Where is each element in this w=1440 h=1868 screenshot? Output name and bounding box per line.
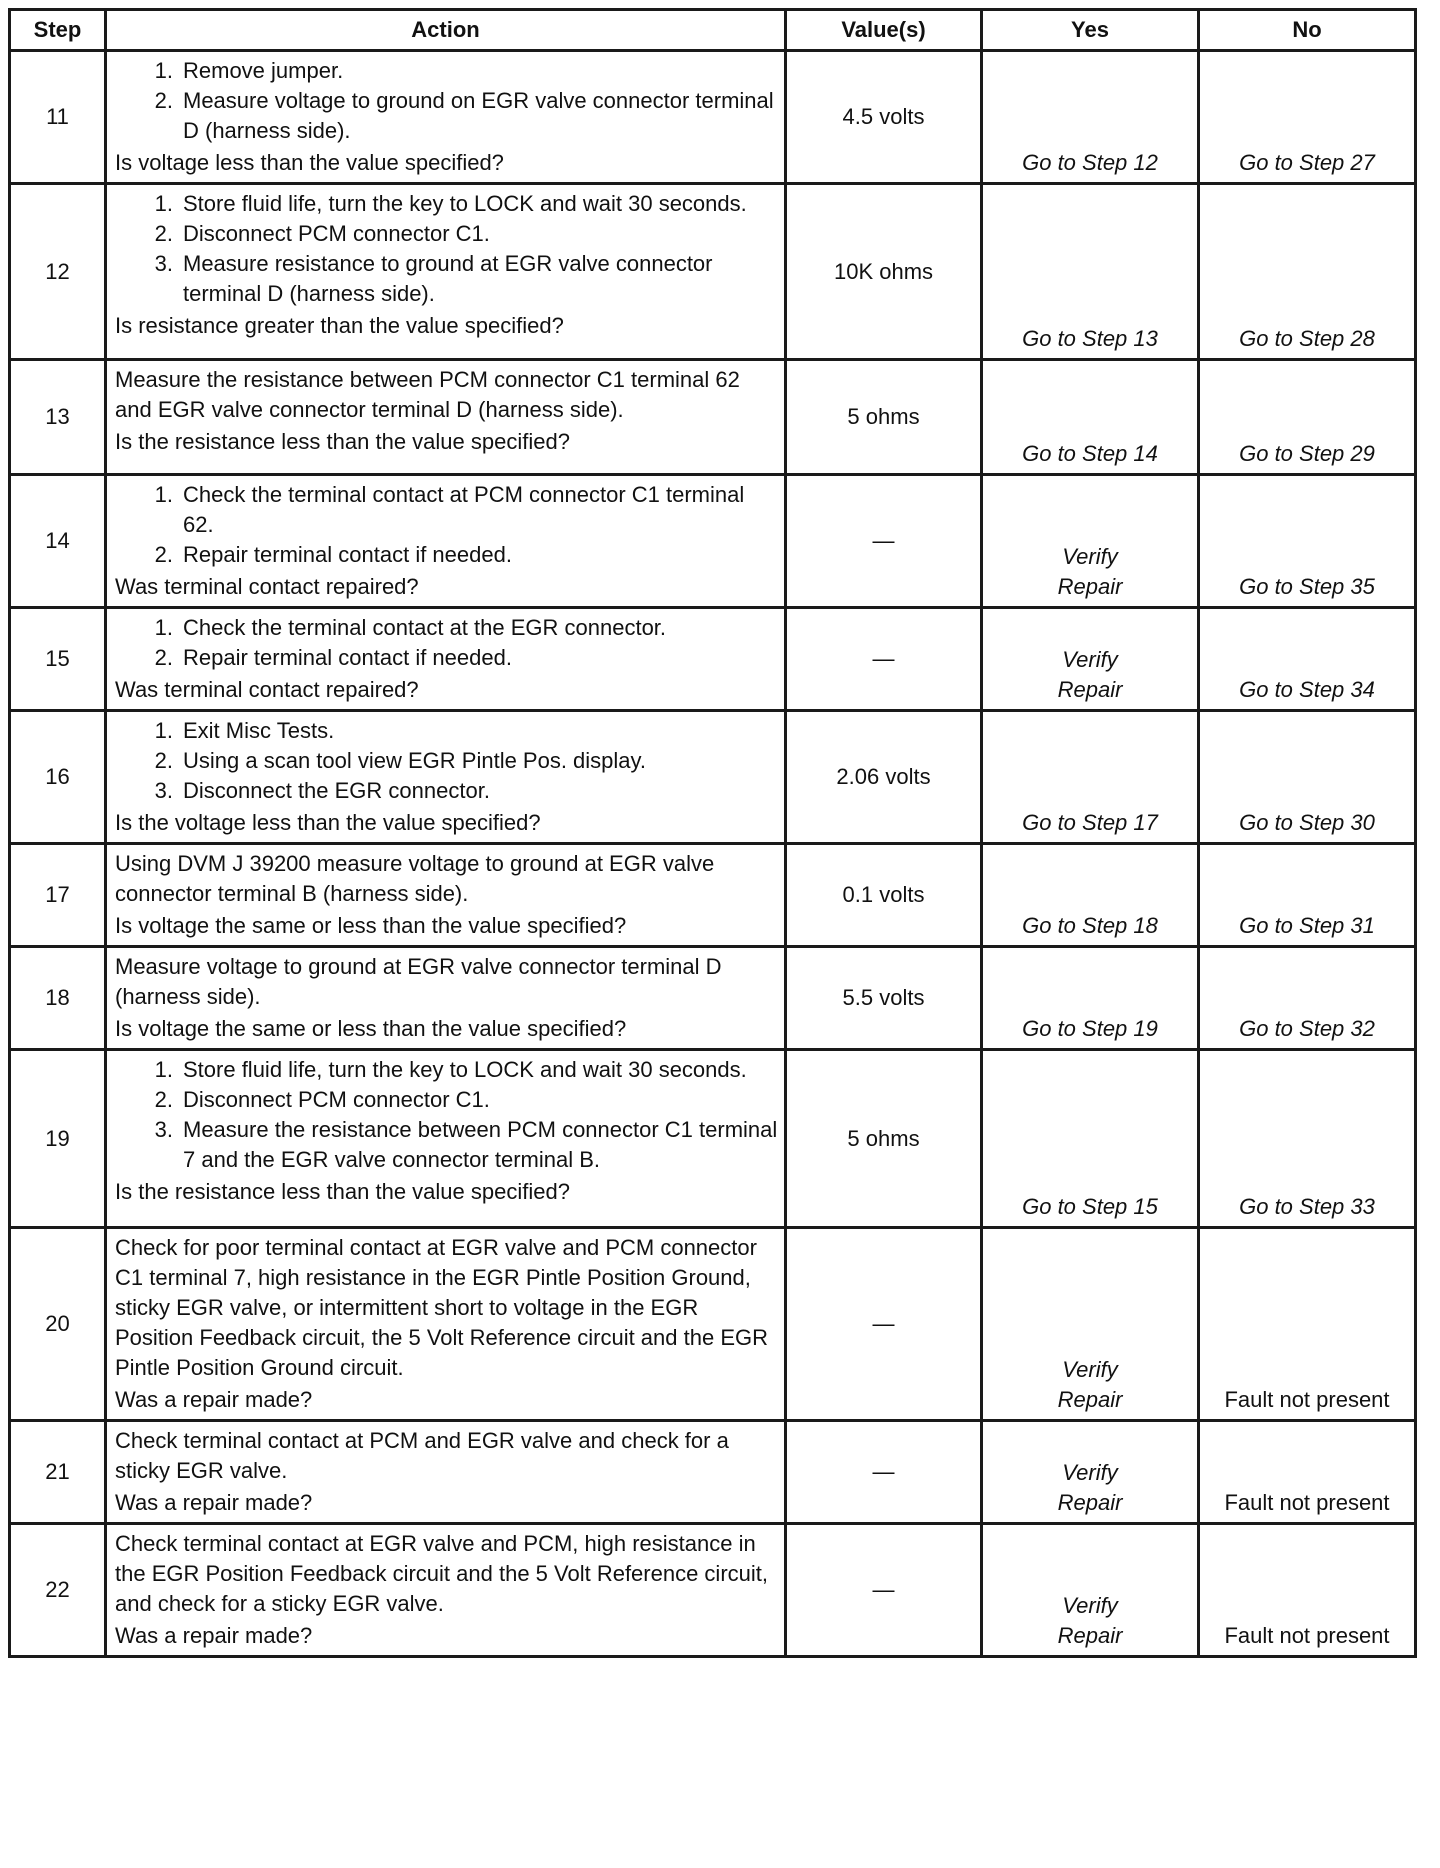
substep-text: Check the terminal contact at PCM connector C1 terminal 62. bbox=[183, 482, 745, 537]
action-substep bbox=[115, 1055, 778, 1085]
table-row bbox=[10, 475, 1416, 608]
action-substep bbox=[115, 219, 778, 249]
yes-cell bbox=[982, 711, 1199, 844]
no-cell bbox=[1199, 475, 1416, 608]
substep-text: Disconnect PCM connector C1. bbox=[183, 1087, 490, 1112]
no-cell bbox=[1199, 1524, 1416, 1657]
value-cell: 5 ohms bbox=[786, 360, 982, 475]
substep-number: 2. bbox=[154, 748, 173, 773]
no-outcome: Go to Step 29 bbox=[1239, 441, 1375, 466]
substep-number: 3. bbox=[154, 1117, 173, 1142]
substep-text: Exit Misc Tests. bbox=[183, 718, 335, 743]
header-values: Value(s) bbox=[786, 10, 982, 51]
table-row bbox=[10, 1228, 1416, 1421]
value-cell: — bbox=[786, 1524, 982, 1657]
step-number: 18 bbox=[10, 947, 106, 1050]
yes-cell bbox=[982, 844, 1199, 947]
substep-number: 1. bbox=[154, 482, 173, 507]
header-action: Action bbox=[106, 10, 786, 51]
action-question: Is the resistance less than the value specified? bbox=[115, 1179, 570, 1204]
yes-outcome bbox=[983, 1591, 1197, 1651]
action-cell bbox=[106, 711, 786, 844]
substep-number: 2. bbox=[154, 221, 173, 246]
substep-text: Disconnect the EGR connector. bbox=[183, 778, 490, 803]
action-cell bbox=[106, 475, 786, 608]
value-cell: 4.5 volts bbox=[786, 51, 982, 184]
no-cell bbox=[1199, 711, 1416, 844]
no-outcome: Go to Step 30 bbox=[1239, 810, 1375, 835]
action-cell bbox=[106, 184, 786, 360]
value-cell: — bbox=[786, 1421, 982, 1524]
action-cell bbox=[106, 844, 786, 947]
substep-number: 1. bbox=[154, 615, 173, 640]
yes-line: Verify bbox=[1062, 647, 1118, 672]
yes-line: Verify bbox=[1062, 1593, 1118, 1618]
yes-line: Repair bbox=[1057, 1490, 1123, 1515]
yes-cell bbox=[982, 51, 1199, 184]
yes-cell bbox=[982, 1228, 1199, 1421]
substep-number: 1. bbox=[154, 58, 173, 83]
table-body bbox=[10, 51, 1416, 1657]
table-row bbox=[10, 1421, 1416, 1524]
yes-cell bbox=[982, 184, 1199, 360]
yes-line: Repair bbox=[1057, 677, 1123, 702]
yes-outcome bbox=[983, 542, 1197, 602]
yes-outcome: Go to Step 12 bbox=[1022, 150, 1158, 175]
table-row bbox=[10, 184, 1416, 360]
table-row bbox=[10, 360, 1416, 475]
header-yes: Yes bbox=[982, 10, 1199, 51]
action-question: Is resistance greater than the value specified? bbox=[115, 313, 564, 338]
yes-line: Repair bbox=[1057, 1387, 1123, 1412]
no-cell bbox=[1199, 608, 1416, 711]
yes-cell bbox=[982, 1421, 1199, 1524]
substep-text: Measure resistance to ground at EGR valve connector terminal D (harness side). bbox=[183, 251, 713, 306]
substep-text: Check the terminal contact at the EGR connector. bbox=[183, 615, 667, 640]
action-cell bbox=[106, 1421, 786, 1524]
value-cell: 2.06 volts bbox=[786, 711, 982, 844]
step-number: 12 bbox=[10, 184, 106, 360]
value-cell: — bbox=[786, 1228, 982, 1421]
action-substep bbox=[115, 643, 778, 673]
yes-line: Verify bbox=[1062, 544, 1118, 569]
action-text: Check terminal contact at PCM and EGR valve and check for a sticky EGR valve. bbox=[115, 1428, 729, 1483]
substep-number: 3. bbox=[154, 778, 173, 803]
header-no: No bbox=[1199, 10, 1416, 51]
header-step: Step bbox=[10, 10, 106, 51]
substep-text: Measure the resistance between PCM connector C1 terminal 7 and the EGR valve connector terminal B. bbox=[183, 1117, 778, 1172]
no-cell bbox=[1199, 360, 1416, 475]
value-cell: — bbox=[786, 608, 982, 711]
action-substep bbox=[115, 86, 778, 146]
table-row bbox=[10, 1050, 1416, 1228]
action-question: Is the resistance less than the value specified? bbox=[115, 429, 570, 454]
yes-outcome: Go to Step 13 bbox=[1022, 326, 1158, 351]
action-substep bbox=[115, 716, 778, 746]
action-cell bbox=[106, 608, 786, 711]
yes-outcome: Go to Step 15 bbox=[1022, 1194, 1158, 1219]
table-row bbox=[10, 1524, 1416, 1657]
yes-line: Repair bbox=[1057, 574, 1123, 599]
no-outcome: Fault not present bbox=[1224, 1490, 1390, 1515]
yes-outcome: Go to Step 14 bbox=[1022, 441, 1158, 466]
action-cell bbox=[106, 1228, 786, 1421]
yes-line: Verify bbox=[1062, 1460, 1118, 1485]
substep-text: Repair terminal contact if needed. bbox=[183, 542, 512, 567]
substep-number: 1. bbox=[154, 1057, 173, 1082]
value-cell: — bbox=[786, 475, 982, 608]
substep-number: 2. bbox=[154, 542, 173, 567]
table-row bbox=[10, 608, 1416, 711]
substep-text: Disconnect PCM connector C1. bbox=[183, 221, 490, 246]
action-substep bbox=[115, 56, 778, 86]
action-question: Was terminal contact repaired? bbox=[115, 574, 419, 599]
yes-cell bbox=[982, 608, 1199, 711]
yes-outcome: Go to Step 18 bbox=[1022, 913, 1158, 938]
no-cell bbox=[1199, 947, 1416, 1050]
action-text: Using DVM J 39200 measure voltage to ground at EGR valve connector terminal B (harness side). bbox=[115, 851, 715, 906]
step-number: 11 bbox=[10, 51, 106, 184]
table-row bbox=[10, 711, 1416, 844]
action-cell bbox=[106, 947, 786, 1050]
step-number: 19 bbox=[10, 1050, 106, 1228]
no-outcome: Go to Step 31 bbox=[1239, 913, 1375, 938]
table-row bbox=[10, 51, 1416, 184]
yes-cell bbox=[982, 947, 1199, 1050]
yes-outcome bbox=[983, 1458, 1197, 1518]
no-outcome: Go to Step 27 bbox=[1239, 150, 1375, 175]
value-cell: 5.5 volts bbox=[786, 947, 982, 1050]
no-outcome: Fault not present bbox=[1224, 1387, 1390, 1412]
action-substep bbox=[115, 776, 778, 806]
no-outcome: Go to Step 32 bbox=[1239, 1016, 1375, 1041]
action-question: Is voltage the same or less than the value specified? bbox=[115, 913, 627, 938]
action-substep bbox=[115, 1115, 778, 1175]
no-cell bbox=[1199, 184, 1416, 360]
yes-cell bbox=[982, 475, 1199, 608]
action-substep bbox=[115, 540, 778, 570]
action-text: Measure voltage to ground at EGR valve connector terminal D (harness side). bbox=[115, 954, 722, 1009]
yes-line: Repair bbox=[1057, 1623, 1123, 1648]
step-number: 22 bbox=[10, 1524, 106, 1657]
value-cell: 0.1 volts bbox=[786, 844, 982, 947]
action-cell bbox=[106, 1524, 786, 1657]
no-cell bbox=[1199, 844, 1416, 947]
action-text: Measure the resistance between PCM connector C1 terminal 62 and EGR valve connector terminal D (harness side). bbox=[115, 367, 740, 422]
action-substep bbox=[115, 249, 778, 309]
diagnostic-table bbox=[8, 8, 1417, 1658]
action-cell bbox=[106, 51, 786, 184]
substep-number: 3. bbox=[154, 251, 173, 276]
no-outcome: Go to Step 34 bbox=[1239, 677, 1375, 702]
action-substep bbox=[115, 1085, 778, 1115]
step-number: 20 bbox=[10, 1228, 106, 1421]
action-cell bbox=[106, 1050, 786, 1228]
no-outcome: Go to Step 28 bbox=[1239, 326, 1375, 351]
action-question: Was a repair made? bbox=[115, 1490, 313, 1515]
substep-text: Store fluid life, turn the key to LOCK and wait 30 seconds. bbox=[183, 191, 747, 216]
substep-number: 1. bbox=[154, 718, 173, 743]
substep-number: 2. bbox=[154, 645, 173, 670]
action-text: Check terminal contact at EGR valve and PCM, high resistance in the EGR Position Feedback circuit and the 5 Volt Reference circuit, and check for a sticky EGR valve. bbox=[115, 1531, 768, 1616]
action-question: Is the voltage less than the value specified? bbox=[115, 810, 541, 835]
step-number: 16 bbox=[10, 711, 106, 844]
substep-text: Measure voltage to ground on EGR valve connector terminal D (harness side). bbox=[183, 88, 774, 143]
step-number: 17 bbox=[10, 844, 106, 947]
no-outcome: Fault not present bbox=[1224, 1623, 1390, 1648]
table-row bbox=[10, 947, 1416, 1050]
value-cell: 10K ohms bbox=[786, 184, 982, 360]
yes-outcome: Go to Step 19 bbox=[1022, 1016, 1158, 1041]
step-number: 13 bbox=[10, 360, 106, 475]
action-question: Was a repair made? bbox=[115, 1387, 313, 1412]
yes-cell bbox=[982, 360, 1199, 475]
action-question: Is voltage less than the value specified? bbox=[115, 150, 504, 175]
action-substep bbox=[115, 480, 778, 540]
no-outcome: Go to Step 35 bbox=[1239, 574, 1375, 599]
action-substep bbox=[115, 189, 778, 219]
action-cell bbox=[106, 360, 786, 475]
yes-cell bbox=[982, 1524, 1199, 1657]
no-cell bbox=[1199, 1421, 1416, 1524]
action-question: Is voltage the same or less than the value specified? bbox=[115, 1016, 627, 1041]
action-question: Was a repair made? bbox=[115, 1623, 313, 1648]
substep-number: 2. bbox=[154, 1087, 173, 1112]
yes-line: Verify bbox=[1062, 1357, 1118, 1382]
action-question: Was terminal contact repaired? bbox=[115, 677, 419, 702]
yes-outcome bbox=[983, 645, 1197, 705]
yes-outcome: Go to Step 17 bbox=[1022, 810, 1158, 835]
yes-outcome bbox=[983, 1355, 1197, 1415]
substep-number: 2. bbox=[154, 88, 173, 113]
table-row bbox=[10, 844, 1416, 947]
step-number: 14 bbox=[10, 475, 106, 608]
substep-text: Store fluid life, turn the key to LOCK and wait 30 seconds. bbox=[183, 1057, 747, 1082]
substep-text: Remove jumper. bbox=[183, 58, 344, 83]
header-row bbox=[10, 10, 1416, 51]
no-outcome: Go to Step 33 bbox=[1239, 1194, 1375, 1219]
yes-cell bbox=[982, 1050, 1199, 1228]
action-substep bbox=[115, 613, 778, 643]
substep-number: 1. bbox=[154, 191, 173, 216]
step-number: 15 bbox=[10, 608, 106, 711]
no-cell bbox=[1199, 1228, 1416, 1421]
action-substep bbox=[115, 746, 778, 776]
no-cell bbox=[1199, 51, 1416, 184]
substep-text: Repair terminal contact if needed. bbox=[183, 645, 512, 670]
no-cell bbox=[1199, 1050, 1416, 1228]
substep-text: Using a scan tool view EGR Pintle Pos. display. bbox=[183, 748, 647, 773]
action-text: Check for poor terminal contact at EGR valve and PCM connector C1 terminal 7, high resistance in the EGR Pintle Position Ground, sticky EGR valve, or intermittent short to voltage in the EGR Position Feedback circuit, the 5 Volt Reference circuit and the EGR Pintle Position Ground circuit. bbox=[115, 1235, 768, 1380]
step-number: 21 bbox=[10, 1421, 106, 1524]
value-cell: 5 ohms bbox=[786, 1050, 982, 1228]
